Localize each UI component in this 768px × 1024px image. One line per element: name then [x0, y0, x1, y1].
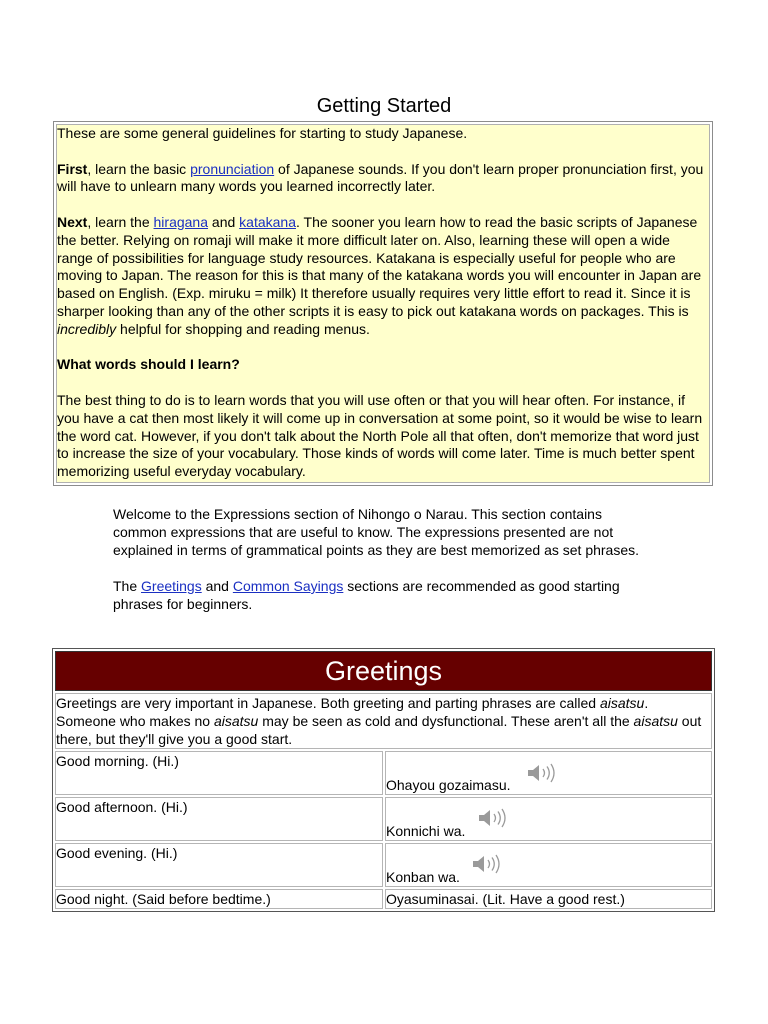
next-paragraph: [57, 214, 707, 339]
words-heading-text: What words should I learn?: [57, 356, 240, 373]
rec-post: sections are recommended as good starting phrases for beginners.: [113, 578, 620, 612]
table-row: [55, 751, 712, 795]
guidelines-intro: These are some general guidelines for starting to study Japanese.: [57, 125, 468, 141]
words-body: The best thing to do is to learn words that you will use often or that you will hear often. For instance, if you have a cat then most likely it will come up in conversation at some point, so it would be wise to learn the word cat. However, if you don't talk about the North Pole all that often, don't memorize that word just to increase the size of your vocabulary. Those kinds of words will come later. Time is much better spent memorizing useful everyday vocabulary.: [57, 391, 703, 480]
desc-emphasis: aisatsu: [213, 713, 259, 729]
next-post: . The sooner you learn how to read the basic scripts of Japanese the better. Relying on romaji will make it more difficult later on. Also, learning these will open a wide range of possibilities for language study resources. Katakana is especially useful for people who are moving to Japan. The reason for this is that many of the katakana words you will encounter in Japan are based on English. (Exp. miruku = milk) It therefore usually requires very little effort to read it. Since it is sharper looking than any of the other scripts it is easy to pick out katakana words on packages. This is: [57, 213, 702, 319]
desc-part: may be seen as cold and dysfunctional. These aren't all the: [258, 713, 634, 729]
guidelines-content: [56, 124, 710, 483]
guidelines-box: [53, 121, 713, 486]
katakana-link[interactable]: katakana: [239, 213, 296, 230]
table-row: [55, 843, 712, 887]
greetings-link[interactable]: Greetings: [141, 578, 202, 594]
english-cell: Good morning. (Hi.): [55, 751, 383, 795]
english-cell: Good night. (Said before bedtime.): [55, 889, 383, 909]
speaker-icon[interactable]: [471, 853, 505, 875]
japanese-text: Konnichi wa.: [386, 823, 466, 839]
japanese-cell: [385, 751, 712, 795]
first-paragraph: [57, 161, 707, 197]
next-and: and: [208, 213, 240, 230]
desc-part: Greetings are very important in Japanese. Both greeting and parting phrases are called: [56, 695, 600, 711]
japanese-cell: [385, 797, 712, 841]
rec-and: and: [201, 578, 233, 594]
next-label: Next: [57, 213, 88, 230]
next-emphasis: incredibly: [57, 320, 117, 337]
table-row: [55, 889, 712, 909]
english-cell: Good afternoon. (Hi.): [55, 797, 383, 841]
english-cell: Good evening. (Hi.): [55, 843, 383, 887]
speaker-icon[interactable]: [477, 807, 511, 829]
recommendation-text: [113, 577, 658, 613]
desc-part: . Someone who makes no: [56, 695, 649, 729]
common-sayings-link[interactable]: Common Sayings: [232, 578, 344, 594]
first-pre: , learn the basic: [87, 160, 191, 177]
japanese-cell: Oyasuminasai. (Lit. Have a good rest.): [385, 889, 712, 909]
japanese-cell: [385, 843, 712, 887]
greetings-description: [55, 693, 712, 749]
expressions-intro: [113, 505, 658, 631]
rec-pre: The: [113, 578, 142, 594]
next-pre: , learn the: [87, 213, 154, 230]
greetings-header: Greetings: [55, 651, 712, 691]
desc-emphasis: aisatsu: [633, 713, 678, 729]
welcome-text: Welcome to the Expressions section of Nihongo o Narau. This section contains common expressions that are useful to know. The expressions presented are not explained in terms of grammatical points as they are best memorized as set phrases.: [113, 506, 640, 558]
words-heading: [57, 356, 707, 374]
next-end: helpful for shopping and reading menus.: [116, 320, 370, 337]
hiragana-link[interactable]: hiragana: [153, 213, 209, 230]
page-title: Getting Started: [316, 95, 452, 117]
speaker-icon[interactable]: [526, 762, 560, 784]
japanese-text: Ohayou gozaimasu.: [386, 777, 511, 793]
desc-emphasis: aisatsu: [599, 695, 645, 711]
table-row: [55, 797, 712, 841]
first-post: of Japanese sounds. If you don't learn proper pronunciation first, you will have to unlearn many words you learned incorrectly later.: [57, 160, 704, 195]
first-label: First: [57, 160, 88, 177]
pronunciation-link[interactable]: pronunciation: [190, 160, 275, 177]
desc-part: out there, but they'll give you a good start.: [56, 713, 702, 747]
greetings-table: [52, 648, 715, 912]
japanese-text: Konban wa.: [386, 869, 460, 885]
